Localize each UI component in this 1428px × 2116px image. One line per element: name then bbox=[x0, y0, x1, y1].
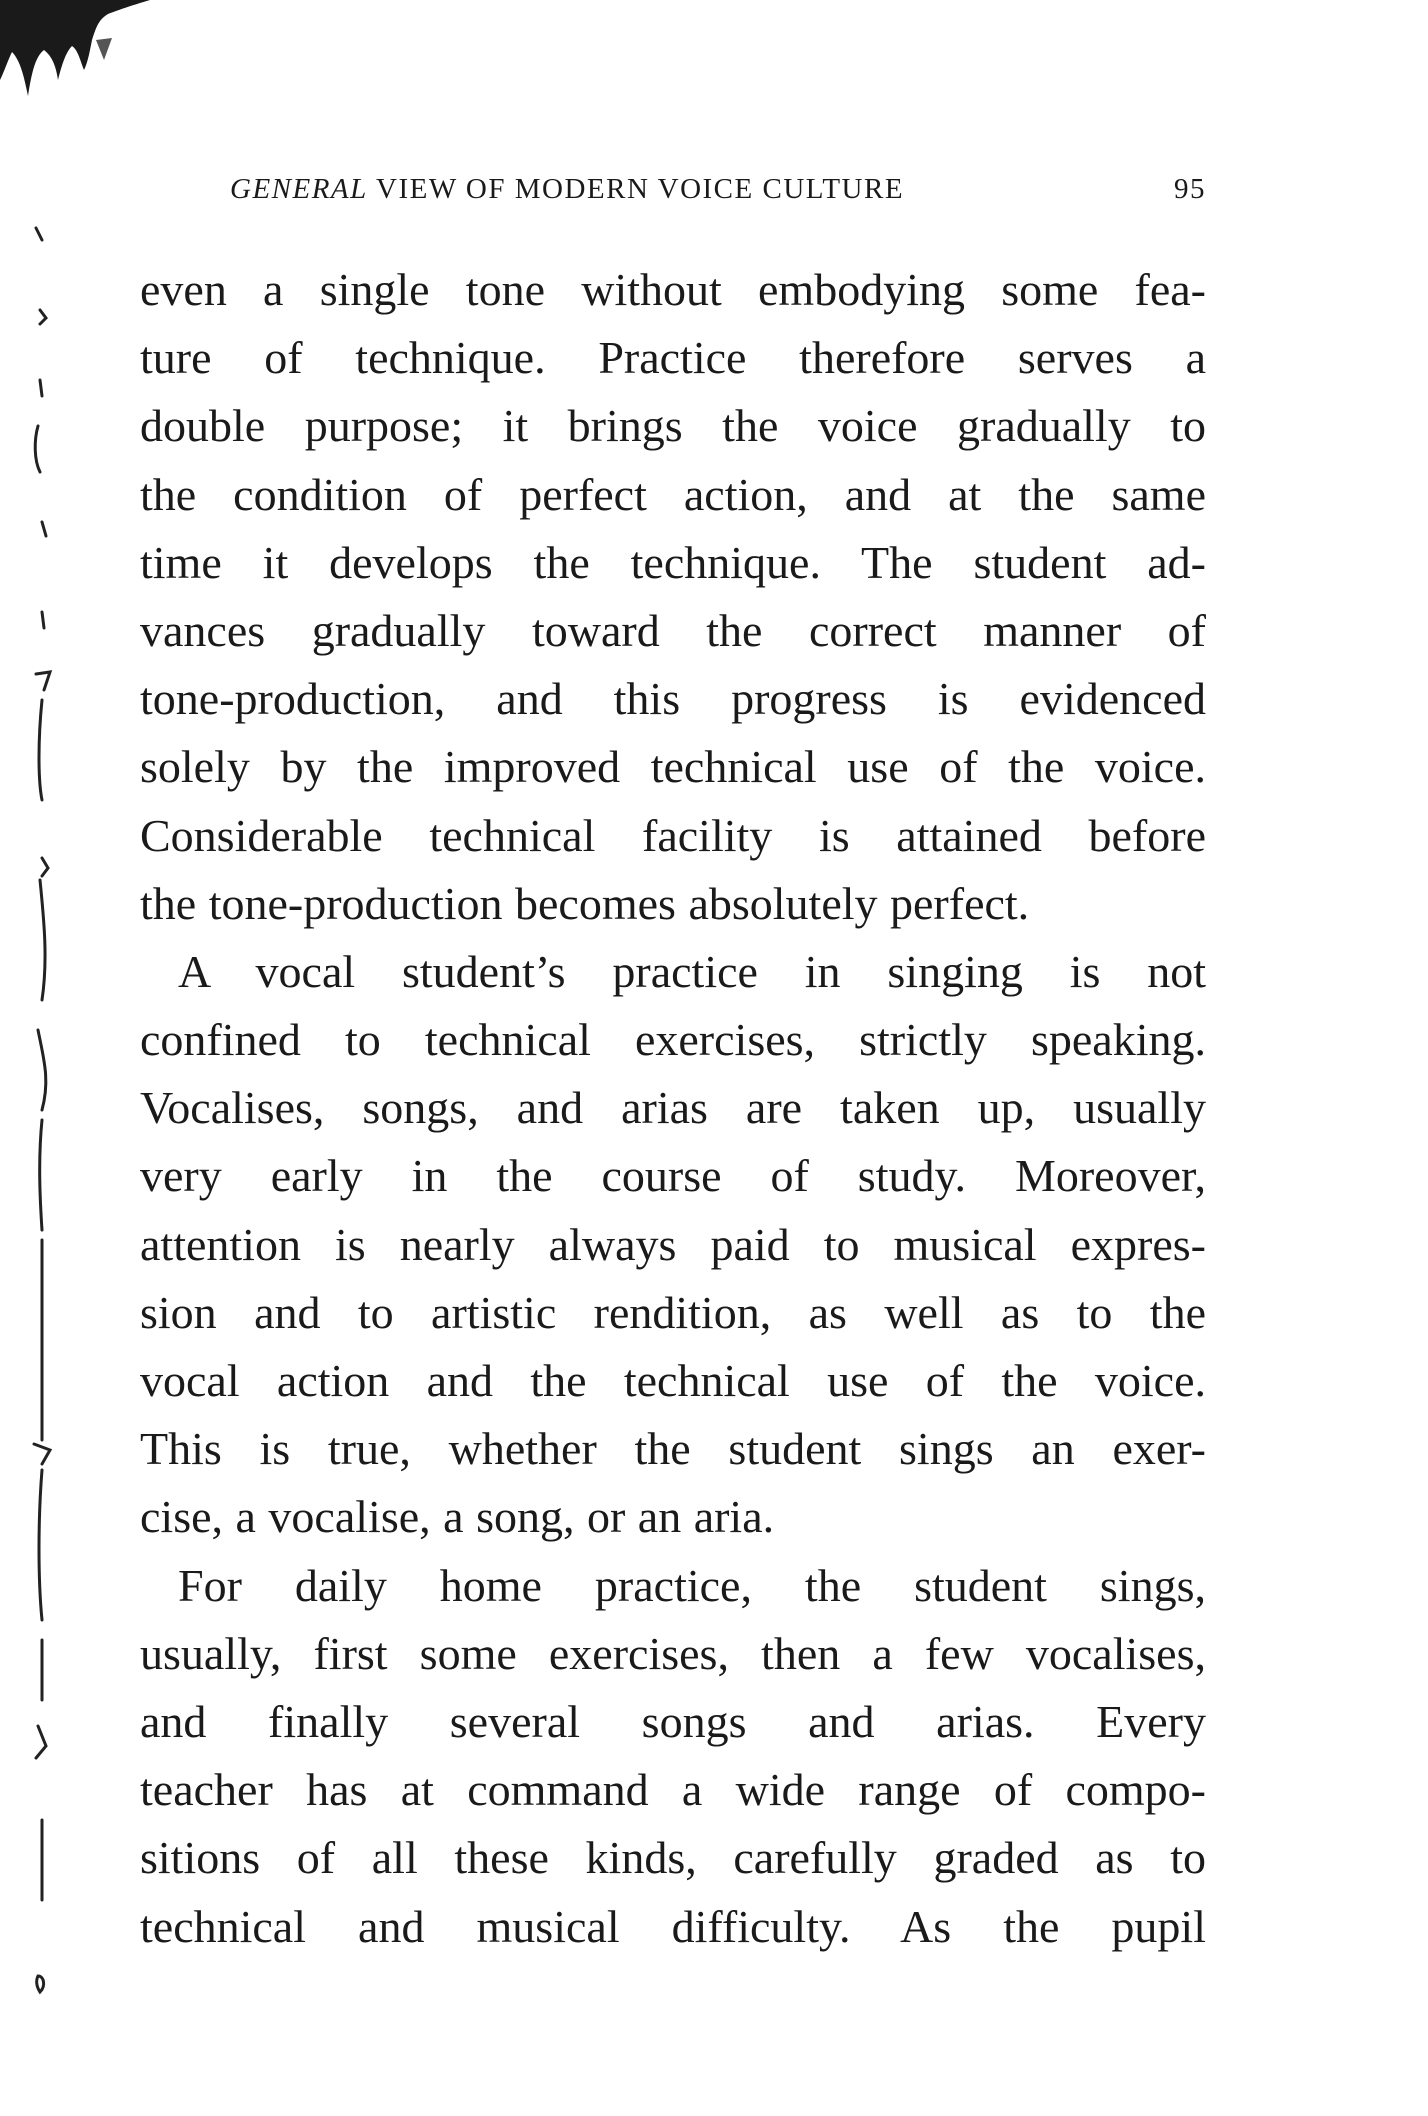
binding-gutter-marks bbox=[20, 200, 70, 2020]
running-head-title-rest: VIEW OF MODERN VOICE CULTURE bbox=[367, 173, 905, 205]
text-line: time it develops the technique. The student ad- bbox=[140, 536, 1206, 588]
text-line: vances gradually toward the correct manner of bbox=[140, 604, 1206, 656]
text-line: confined to technical exercises, strictly speaking. bbox=[140, 1014, 1206, 1066]
text-line: sitions of all these kinds, carefully graded as to bbox=[140, 1832, 1206, 1884]
text-line: technical and musical difficulty. As the pupil bbox=[140, 1900, 1206, 1952]
text-line: usually, first some exercises, then a few vocalises, bbox=[140, 1627, 1206, 1679]
running-head bbox=[230, 173, 1206, 219]
text-line: the tone-production becomes absolutely perfect. bbox=[140, 877, 1030, 929]
text-line: ture of technique. Practice therefore serves a bbox=[140, 332, 1206, 384]
text-line: vocal action and the technical use of the voice. bbox=[140, 1355, 1206, 1406]
text-line: and finally several songs and arias. Every bbox=[140, 1695, 1206, 1747]
text-line: very early in the course of study. Moreover, bbox=[140, 1150, 1206, 1202]
text-line: tone-production, and this progress is evidenced bbox=[140, 673, 1206, 725]
text-line: Vocalises, songs, and arias are taken up, usually bbox=[140, 1082, 1206, 1134]
text-line: cise, a vocalise, a song, or an aria. bbox=[140, 1491, 775, 1543]
text-line: teacher has at command a wide range of compo- bbox=[140, 1764, 1206, 1816]
text-line: the condition of perfect action, and at the same bbox=[140, 468, 1206, 520]
running-head-title-first-word: GENERAL bbox=[230, 173, 368, 205]
text-line: This is true, whether the student sings an exer- bbox=[140, 1423, 1206, 1475]
text-line: For daily home practice, the student sings, bbox=[178, 1559, 1206, 1611]
text-line: double purpose; it brings the voice gradually to bbox=[140, 400, 1206, 452]
body-text bbox=[140, 256, 1206, 1961]
text-line: A vocal student’s practice in singing is not bbox=[178, 945, 1206, 997]
paragraph-3 bbox=[140, 1552, 1206, 1961]
paragraph-2 bbox=[140, 938, 1206, 1552]
text-line: Considerable technical facility is attained before bbox=[140, 809, 1206, 861]
scan-corner-blot bbox=[0, 0, 160, 110]
paragraph-1 bbox=[140, 256, 1206, 938]
text-line: sion and to artistic rendition, as well as to the bbox=[140, 1286, 1206, 1338]
text-line: solely by the improved technical use of the voice. bbox=[140, 741, 1206, 793]
text-line: even a single tone without embodying some fea- bbox=[140, 264, 1206, 315]
text-line: attention is nearly always paid to musical expres- bbox=[140, 1218, 1206, 1270]
running-head-title bbox=[230, 173, 904, 206]
page-number: 95 bbox=[1174, 173, 1206, 205]
